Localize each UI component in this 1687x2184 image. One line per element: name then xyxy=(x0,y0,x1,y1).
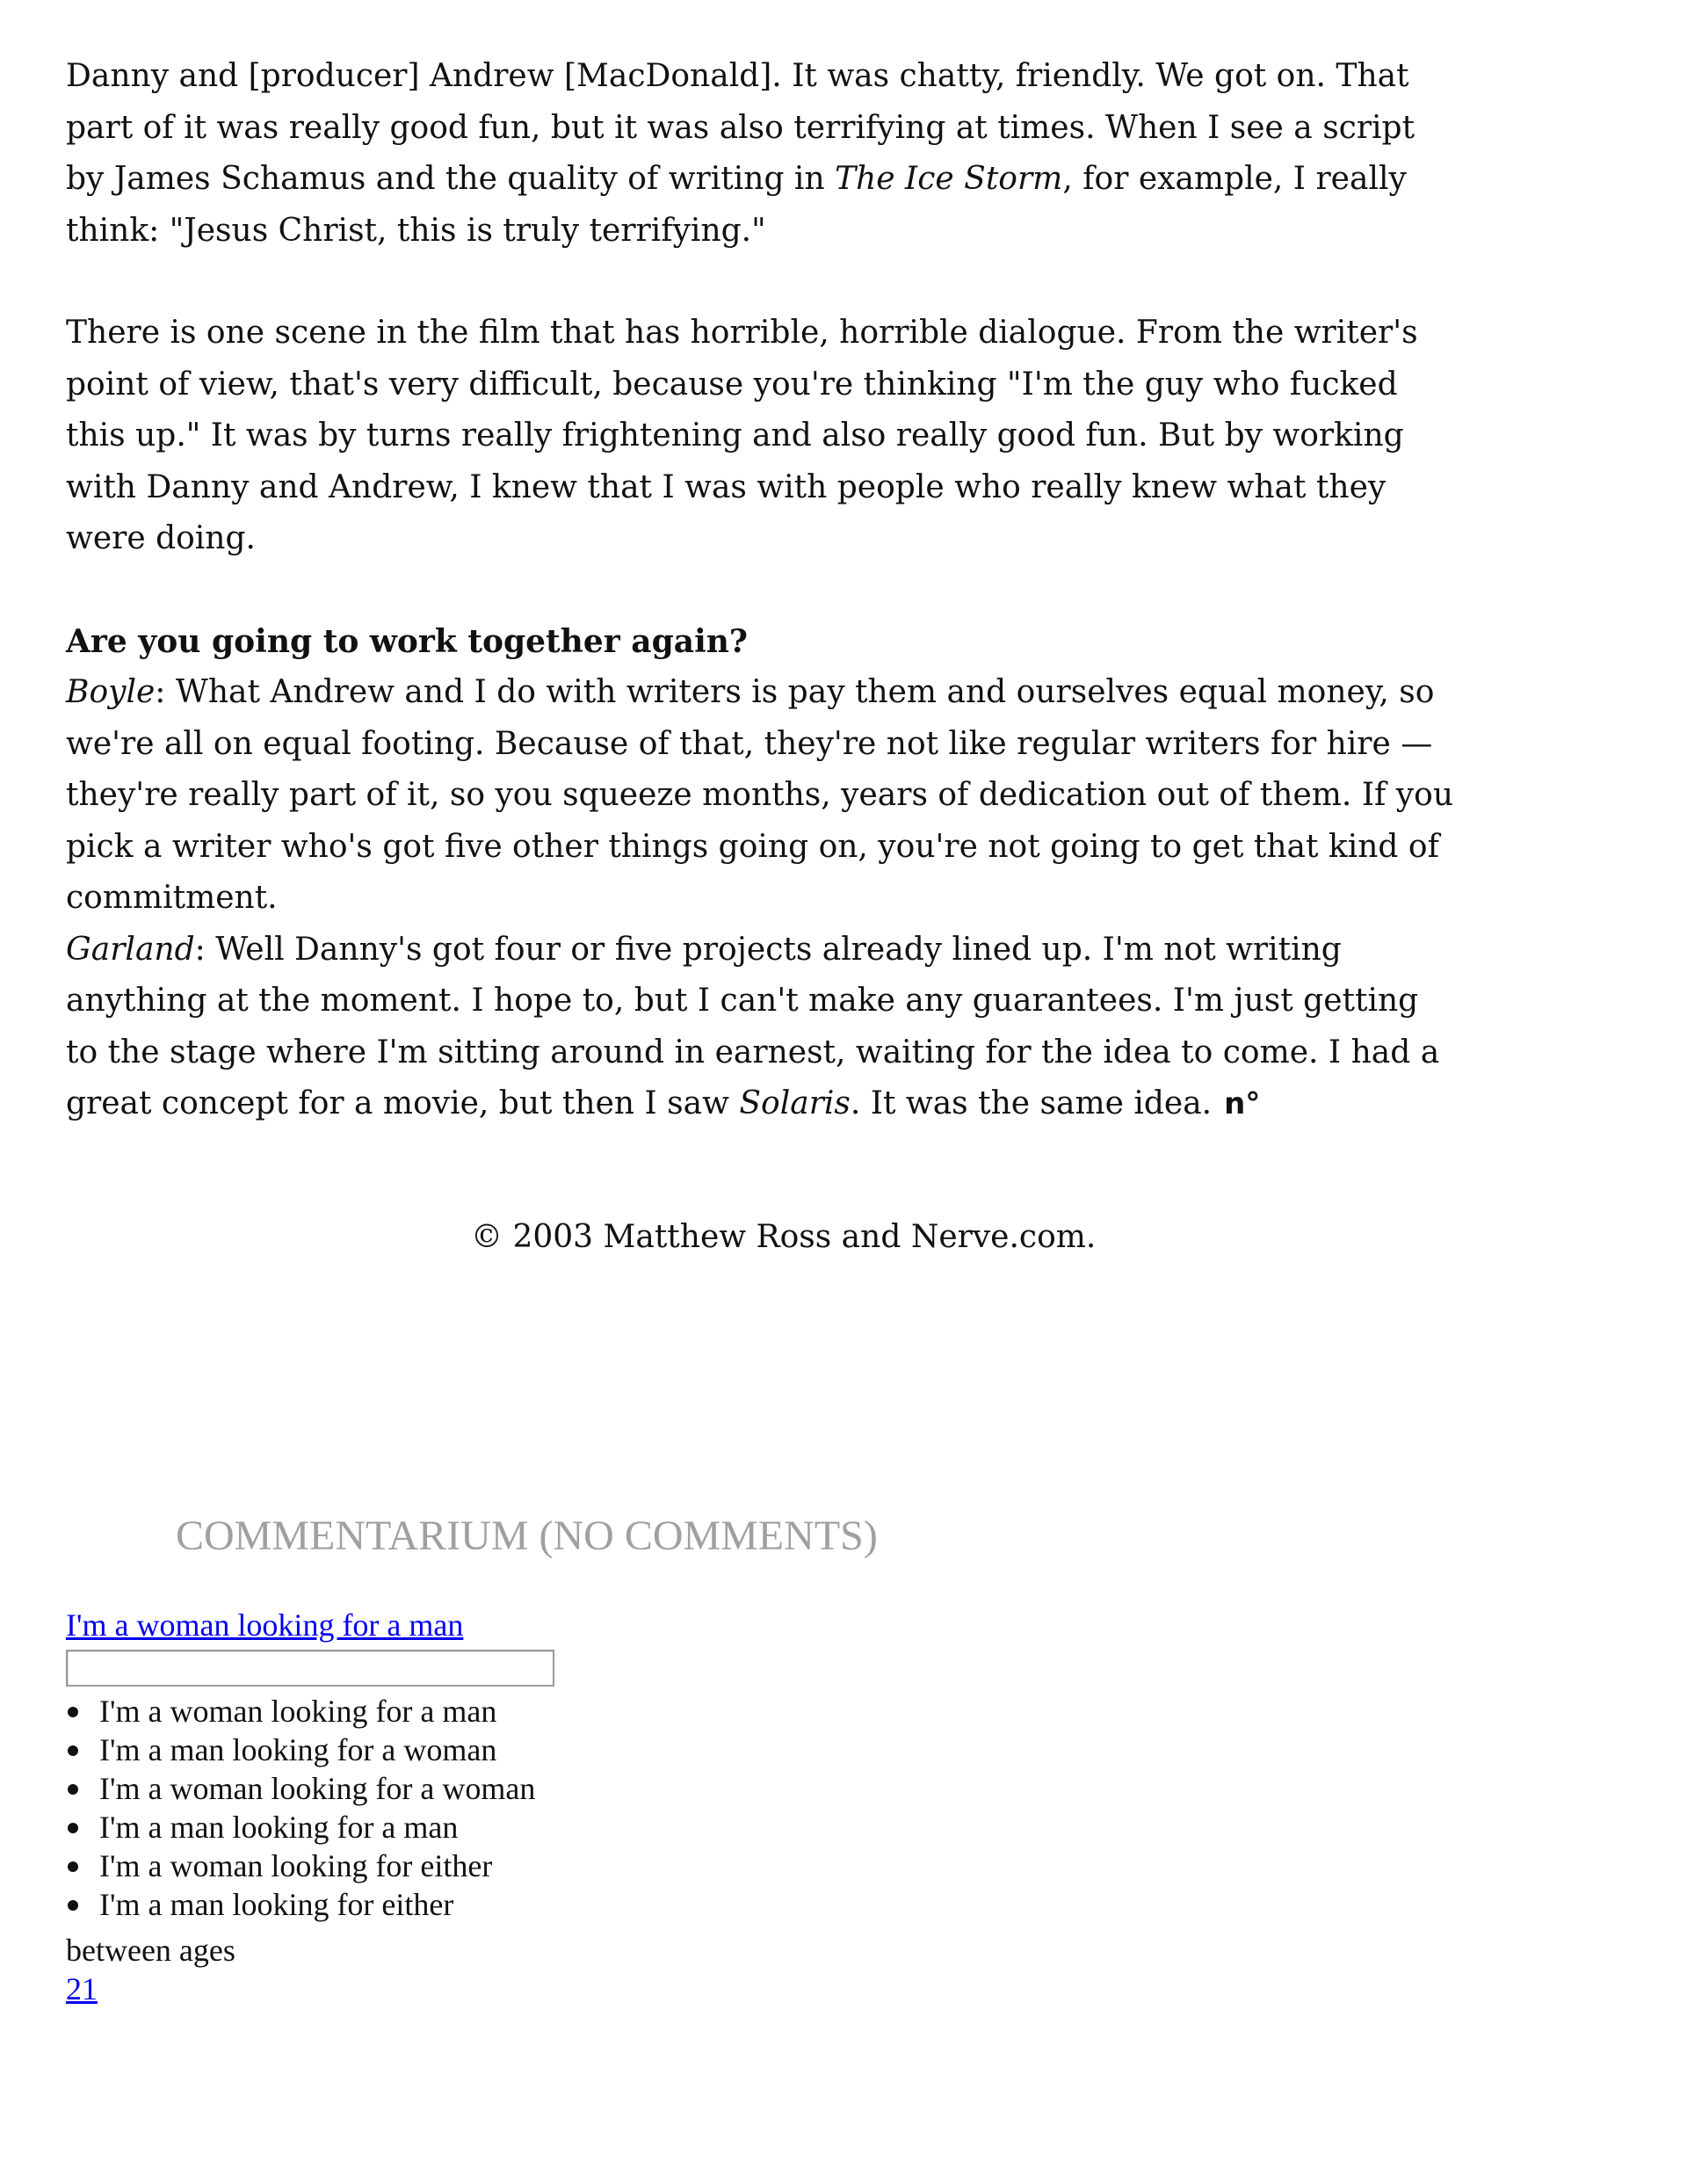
speaker-name: Boyle xyxy=(66,674,156,710)
article-body xyxy=(66,51,1454,1130)
article-paragraph xyxy=(66,51,1454,257)
answer-text: : Well Danny's got four or five projects already lined up. I'm not writing anything at the moment. I hope to, but I can't make any guarantees. I'm just getting to the stage where I'm sitting around in earnest, waiting for the idea to come. I had a great concept for a movie, but then I saw xyxy=(66,931,1440,1121)
paragraph-text: , for example, I really think: "Jesus Christ, this is truly terrifying." xyxy=(66,161,1407,249)
interview-question: Are you going to work together again? xyxy=(66,622,749,660)
end-mark-icon: n° xyxy=(1224,1086,1261,1121)
copyright-notice: © 2003 Matthew Ross and Nerve.com. xyxy=(471,1219,1097,1255)
answer-text: : What Andrew and I do with writers is pay them and ourselves equal money, so we're all on equal footing. Because of that, they're not like regular writers for hire — they're really part of it, so you squeeze months, years of dedication out of them. If you pick a writer who's got five other things going on, you're not going to get that kind of commitment. xyxy=(66,674,1454,916)
seeking-option[interactable]: I'm a woman looking for a woman xyxy=(66,1769,554,1808)
comments-heading: COMMENTARIUM (NO COMMENTS) xyxy=(176,1513,878,1559)
film-title: Solaris xyxy=(739,1085,851,1121)
seeking-option[interactable]: I'm a woman looking for a man xyxy=(66,1692,554,1731)
min-age-link[interactable]: 21 xyxy=(66,1971,98,2006)
interview-answer-garland xyxy=(66,925,1454,1130)
seeking-dropdown[interactable] xyxy=(66,1650,554,1687)
seeking-selection-link[interactable]: I'm a woman looking for a man xyxy=(66,1607,464,1643)
seeking-option[interactable]: I'm a man looking for a woman xyxy=(66,1731,554,1769)
film-title: The Ice Storm xyxy=(835,161,1063,197)
paragraph-text: Danny and [producer] Andrew [MacDonald]. It was chatty, friendly. We got on. That part of it was really good fun, but it was also terrifying at times. When I see a script by James Schamus and the quality of writing in xyxy=(66,58,1415,197)
seeking-option[interactable]: I'm a man looking for either xyxy=(66,1885,554,1924)
seeking-option[interactable]: I'm a man looking for a man xyxy=(66,1808,554,1847)
interview-answer-boyle xyxy=(66,667,1454,925)
answer-text: . It was the same idea. xyxy=(850,1085,1213,1121)
personals-search-widget xyxy=(66,1606,554,2008)
age-range-label: between ages xyxy=(66,1933,235,1968)
seeking-option[interactable]: I'm a woman looking for either xyxy=(66,1847,554,1885)
speaker-name: Garland xyxy=(66,931,195,968)
seeking-options-list xyxy=(66,1692,554,1924)
article-paragraph: There is one scene in the film that has horrible, horrible dialogue. From the writer's point of view, that's very difficult, because you're thinking "I'm the guy who fucked this up." It was by turns really frightening and also really good fun. But by working with Danny and Andrew, I knew that I was with people who really knew what they were doing. xyxy=(66,315,1418,556)
